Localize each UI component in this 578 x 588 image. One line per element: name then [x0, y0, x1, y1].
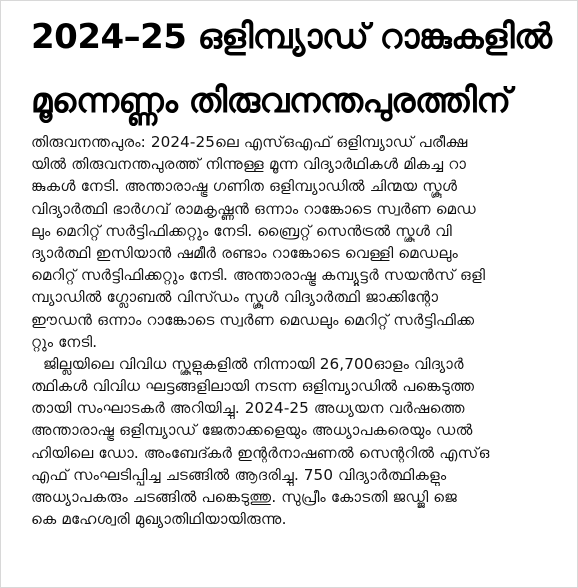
body-line: മെറിറ്റ് സർട്ടിഫിക്കറ്റും നേടി. അന്താരാഷ്ട്ര കമ്പ്യൂട്ടർ സയൻസ് ഒളി — [31, 266, 486, 285]
body-line: ങ്കുകൾ നേടി. അന്താരാഷ്ട്ര ഗണിത ഒളിമ്പ്യാഡിൽ ചിന്മയ സ്കൂൾ — [31, 177, 458, 196]
body-line: കെ മഹേശ്വരി മുഖ്യാതിഥിയായിരുന്നു. — [31, 510, 287, 529]
body-line: അധ്യാപകരും ചടങ്ങിൽ പങ്കെടുത്തു. സുപ്രീം കോടതി ജഡ്ജി ജെ — [31, 488, 457, 506]
body-line: ജില്ലയിലെ വിവിധ സ്കൂളുകളിൽ നിന്നായി 26,700ഓളം വിദ്യാർ — [43, 354, 464, 373]
body-line: മ്പ്യാഡിൽ ഗ്ലോബൽ വിസ്ഡം സ്കൂൾ വിദ്യാർത്ഥി ജാക്കിന്റോ — [31, 288, 439, 307]
body-line: തായി സംഘാടകർ അറിയിച്ചു. 2024-25 അധ്യയന വർഷത്തെ — [31, 399, 465, 418]
body-line: റ്റും നേടി. — [31, 332, 98, 351]
body-line: ലും മെറിറ്റ് സർട്ടിഫിക്കറ്റും നേടി. ബ്രൈറ്റ് സെൻട്രൽ സ്കൂൾ വി — [31, 221, 452, 240]
headline-line-2: മൂന്നെണ്ണം തിരുവനന്തപുരത്തിന് — [31, 81, 511, 121]
body-line: യിൽ തിരുവനന്തപുരത്ത് നിന്നുള്ള മൂന്ന വിദ്യാർഥികൾ മികച്ച റാ — [31, 155, 467, 174]
body-line: അന്താരാഷ്ട്ര ഒളിമ്പ്യാഡ് ജേതാക്കളെയും അധ്യാപകരെയും ഡൽ — [31, 421, 473, 440]
body-line: തിരുവനന്തപുരം: 2024-25ലെ എസ്ഒഎഫ് ഒളിമ്പ്യാഡ് പരീക്ഷ — [31, 133, 468, 151]
body-line: ത്ഥികൾ വിവിധ ഘട്ടങ്ങളിലായി നടന്ന ഒളിമ്പ്യാഡിൽ പങ്കെടുത്ത — [31, 377, 475, 396]
body-line: ദ്യാർത്ഥി ഇസിയാൻ ഷമീർ രണ്ടാം റാങ്കോടെ വെള്ളി മെഡലും — [31, 243, 458, 262]
article-body — [31, 131, 569, 530]
body-line: എഫ് സംഘടിപ്പിച്ച ചടങ്ങിൽ ആദരിച്ചു. 750 വിദ്യാർത്ഥികളും — [31, 465, 447, 484]
headline-line-1: 2024–25 ഒളിമ്പ്യാഡ് റാങ്കുകളിൽ — [31, 17, 552, 57]
body-line: ഹിയിലെ ഡോ. അംബേദ്കർ ഇന്റർനാഷണൽ സെന്ററിൽ എസ്ഒ — [31, 443, 490, 462]
body-line: ഈഡൻ ഒന്നാം റാങ്കോടെ സ്വർണ മെഡലും മെറിറ്റ് സർട്ടിഫിക്ക — [31, 310, 475, 329]
body-line: വിദ്യാർത്ഥി ഭാർഗവ് രാമകൃഷ്ണൻ ഒന്നാം റാങ്കോടെ സ്വർണ മെഡ — [31, 199, 476, 218]
